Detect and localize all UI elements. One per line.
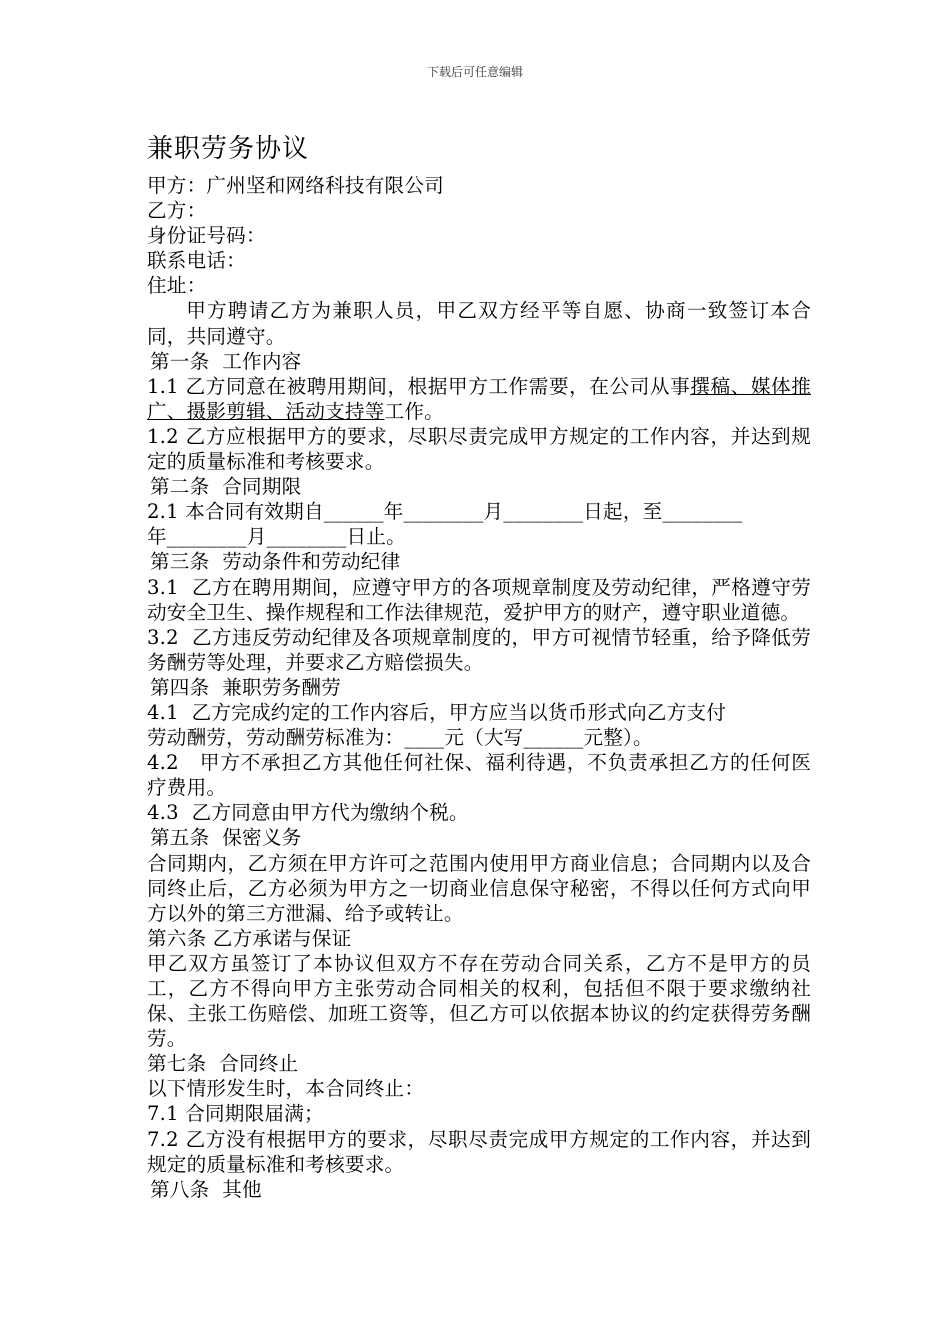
clause-2-1-line-1: 2.1 本合同有效期自______年________月________日起，至________	[147, 500, 743, 524]
page-header-note: 下载后可任意编辑	[426, 65, 523, 79]
article-5-heading: 第五条 保密义务	[150, 826, 302, 850]
article-7-intro: 以下情形发生时，本合同终止：	[147, 1077, 425, 1101]
article-6-heading: 第六条 乙方承诺与保证	[147, 926, 352, 950]
clause-4-2: 4.2 甲方不承担乙方其他任何社保、福利待遇，不负责承担乙方的任何医疗费用。	[147, 751, 811, 800]
clause-4-1-line-2: 劳动酬劳，劳动酬劳标准为：____元（大写______元整）。	[147, 726, 653, 750]
clause-1-1-tail: 工作。	[384, 399, 444, 423]
party-a-line: 甲方：广州坚和网络科技有限公司	[147, 174, 444, 197]
id-number-line: 身份证号码：	[147, 224, 266, 248]
clause-4-1-line-1: 4.1 乙方完成约定的工作内容后，甲方应当以货币形式向乙方支付	[147, 700, 727, 724]
clause-3-1: 3.1 乙方在聘用期间，应遵守甲方的各项规章制度及劳动纪律，严格遵守劳动安全卫生、操作规程和工作法律规范，爱护甲方的财产，遵守职业道德。	[147, 575, 811, 624]
phone-line: 联系电话：	[147, 249, 246, 273]
clause-1-1-text: 1.1 乙方同意在被聘用期间，根据甲方工作需要，在公司从事	[147, 374, 691, 398]
intro-paragraph: 甲方聘请乙方为兼职人员，甲乙双方经平等自愿、协商一致签订本合同，共同遵守。	[147, 299, 811, 348]
clause-7-2: 7.2 乙方没有根据甲方的要求，尽职尽责完成甲方规定的工作内容，并达到规定的质量标准和考核要求。	[147, 1127, 811, 1176]
clause-1-1	[147, 374, 811, 424]
article-6-paragraph: 甲乙双方虽签订了本协议但双方不存在劳动合同关系，乙方不是甲方的员工，乙方不得向甲方主张劳动合同相关的权利，包括但不限于要求缴纳社保、主张工伤赔偿、加班工资等，但乙方可以依据本协议的约定获得劳务酬劳。	[147, 951, 811, 1051]
clause-2-1-line-2: 年________月________日止。	[147, 525, 406, 549]
article-4-heading: 第四条 兼职劳务酬劳	[150, 675, 342, 699]
clause-3-2: 3.2 乙方违反劳动纪律及各项规章制度的，甲方可视情节轻重，给予降低劳务酬劳等处理，并要求乙方赔偿损失。	[147, 625, 811, 674]
article-3-heading: 第三条 劳动条件和劳动纪律	[150, 550, 401, 574]
article-5-paragraph: 合同期内，乙方须在甲方许可之范围内使用甲方商业信息；合同期内以及合同终止后，乙方必须为甲方之一切商业信息保守秘密，不得以任何方式向甲方以外的第三方泄漏、给予或转让。	[147, 851, 811, 925]
clause-1-2: 1.2 乙方应根据甲方的要求，尽职尽责完成甲方规定的工作内容，并达到规定的质量标准和考核要求。	[147, 424, 811, 474]
document-body	[147, 132, 811, 1202]
article-8-heading: 第八条 其他	[150, 1177, 262, 1201]
party-b-line: 乙方：	[147, 199, 207, 223]
article-1-heading: 第一条 工作内容	[150, 349, 302, 373]
address-line: 住址：	[147, 274, 207, 298]
document-title: 兼职劳务协议	[147, 134, 310, 164]
article-2-heading: 第二条 合同期限	[150, 475, 302, 499]
article-7-heading: 第七条 合同终止	[147, 1052, 299, 1076]
clause-7-1: 7.1 合同期限届满；	[147, 1102, 324, 1126]
clause-4-3: 4.3 乙方同意由甲方代为缴纳个税。	[147, 801, 469, 825]
clause-1-1-underlined-duties: 撰稿、媒体推广、摄影剪辑、活动支持等	[147, 374, 811, 423]
